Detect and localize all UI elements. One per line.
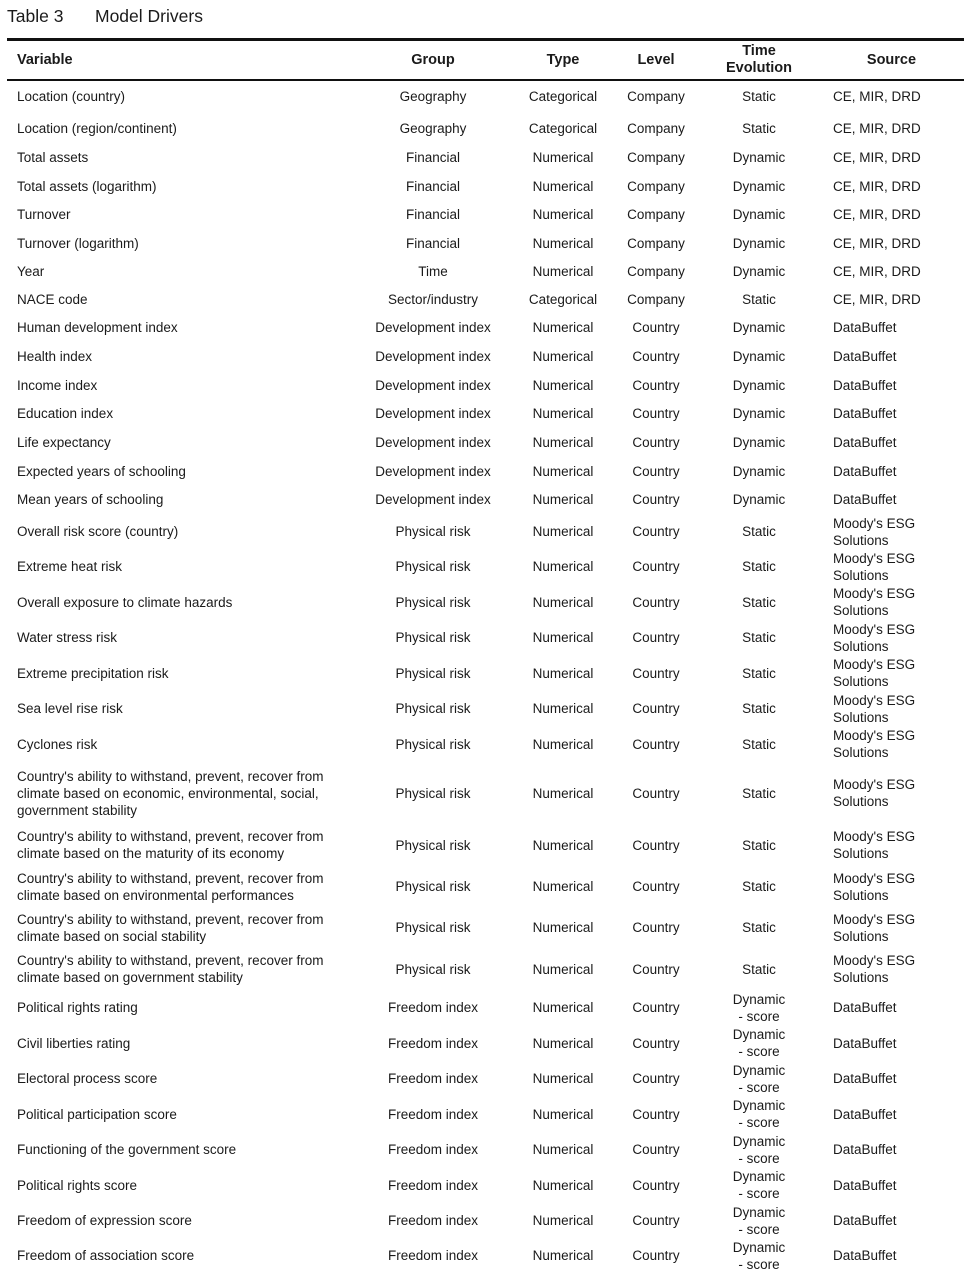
table-row	[7, 114, 964, 143]
cell-variable: Overall risk score (country)	[17, 524, 179, 539]
table-row	[7, 143, 964, 172]
cell-time-evolution: Dynamic	[732, 235, 786, 251]
cell-variable: Education index	[17, 406, 114, 421]
table-row	[7, 342, 964, 371]
cell-level: Country	[632, 349, 680, 364]
model-drivers-table	[7, 41, 964, 1273]
cell-variable: Mean years of schooling	[17, 492, 164, 507]
cell-group: Development index	[375, 435, 491, 450]
cell-level: Country	[632, 406, 680, 421]
cell-source: DataBuffet	[833, 435, 897, 450]
cell-level: Country	[632, 879, 680, 894]
table-row	[7, 79, 964, 114]
cell-group: Freedom index	[387, 1142, 479, 1157]
cell-variable: Country's ability to withstand, prevent, recover from climate based on government stability	[17, 953, 324, 985]
table-row	[7, 428, 964, 457]
cell-time-evolution: Dynamic	[732, 320, 786, 335]
cell-variable: Total assets	[17, 150, 89, 165]
cell-type: Categorical	[528, 89, 598, 104]
cell-source: CE, MIR, DRD	[833, 178, 921, 194]
header-group: Group	[411, 51, 455, 68]
table-row	[7, 200, 964, 229]
cell-type: Numerical	[532, 406, 594, 421]
cell-source: DataBuffet	[833, 1177, 897, 1193]
cell-variable: Country's ability to withstand, prevent, recover from climate based on environmental performances	[17, 870, 324, 903]
cell-type: Numerical	[532, 263, 594, 279]
cell-level: Company	[627, 263, 685, 279]
cell-source: CE, MIR, DRD	[833, 207, 921, 222]
cell-variable: Country's ability to withstand, prevent, recover from climate based on social stability	[17, 911, 324, 944]
table-row	[7, 485, 964, 514]
cell-time-evolution: Static	[742, 785, 776, 801]
cell-time-evolution: Dynamic	[732, 178, 786, 194]
table-row	[7, 285, 964, 313]
cell-type: Numerical	[532, 559, 594, 574]
cell-type: Numerical	[532, 961, 594, 977]
table-header	[7, 41, 964, 79]
cell-time-evolution: Static	[742, 665, 776, 681]
cell-group: Physical risk	[395, 559, 471, 574]
cell-group: Freedom index	[387, 1000, 479, 1015]
cell-source: Moody's ESG Solutions	[833, 728, 916, 760]
cell-time-evolution: Static	[742, 837, 776, 853]
cell-variable: Overall exposure to climate hazards	[17, 594, 233, 610]
cell-time-evolution: Static	[742, 961, 776, 977]
cell-type: Numerical	[532, 594, 594, 610]
cell-time-evolution: Dynamic	[732, 406, 786, 421]
cell-level: Country	[632, 701, 680, 716]
cell-variable: Freedom of expression score	[17, 1213, 192, 1228]
cell-type: Numerical	[532, 150, 594, 165]
cell-variable: Location (country)	[17, 89, 126, 104]
cell-type: Numerical	[532, 1177, 594, 1193]
cell-source: CE, MIR, DRD	[833, 89, 921, 104]
cell-level: Country	[632, 630, 680, 645]
cell-time-evolution: Static	[742, 89, 776, 104]
cell-source: DataBuffet	[833, 1106, 897, 1122]
header-variable: Variable	[17, 51, 73, 68]
cell-time-evolution: Static	[742, 594, 776, 610]
cell-time-evolution: Dynamic - score	[732, 1239, 786, 1272]
table-row	[7, 907, 964, 948]
cell-group: Financial	[405, 178, 461, 194]
table-row	[7, 1132, 964, 1167]
cell-source: Moody's ESG Solutions	[833, 586, 916, 618]
cell-type: Numerical	[532, 524, 594, 539]
cell-level: Country	[632, 920, 680, 935]
cell-variable: Income index	[17, 377, 98, 393]
table-row	[7, 691, 964, 726]
cell-source: CE, MIR, DRD	[833, 150, 921, 165]
cell-type: Categorical	[528, 291, 598, 307]
cell-level: Company	[627, 235, 685, 251]
cell-variable: Expected years of schooling	[17, 463, 186, 479]
header-level: Level	[637, 51, 675, 68]
cell-type: Numerical	[532, 785, 594, 801]
cell-group: Financial	[405, 207, 461, 222]
cell-source: Moody's ESG Solutions	[833, 515, 916, 548]
table-row	[7, 620, 964, 655]
table-row	[7, 1167, 964, 1203]
cell-variable: NACE code	[17, 291, 88, 307]
cell-source: DataBuffet	[833, 377, 897, 393]
table-row	[7, 1096, 964, 1132]
cell-type: Numerical	[532, 235, 594, 251]
cell-time-evolution: Dynamic	[732, 150, 786, 165]
cell-group: Physical risk	[395, 961, 471, 977]
cell-group: Physical risk	[395, 736, 471, 752]
cell-variable: Turnover (logarithm)	[17, 235, 139, 251]
cell-source: Moody's ESG Solutions	[833, 870, 916, 903]
header-row	[7, 41, 964, 79]
cell-level: Company	[627, 178, 685, 194]
cell-source: DataBuffet	[833, 1071, 897, 1086]
cell-level: Company	[627, 207, 685, 222]
cell-group: Freedom index	[387, 1035, 479, 1051]
cell-source: Moody's ESG Solutions	[833, 953, 916, 985]
cell-time-evolution: Static	[742, 736, 776, 752]
cell-group: Physical risk	[395, 594, 471, 610]
cell-level: Country	[632, 1106, 680, 1122]
cell-group: Development index	[375, 492, 491, 507]
cell-source: Moody's ESG Solutions	[833, 657, 916, 689]
table-row	[7, 1061, 964, 1096]
cell-source: DataBuffet	[833, 1000, 897, 1015]
cell-variable: Political participation score	[17, 1106, 177, 1122]
cell-group: Physical risk	[395, 879, 471, 894]
cell-level: Country	[632, 463, 680, 479]
cell-type: Numerical	[532, 435, 594, 450]
cell-time-evolution: Dynamic - score	[732, 1062, 786, 1095]
table-row	[7, 584, 964, 620]
cell-variable: Turnover	[17, 207, 71, 222]
cell-type: Numerical	[532, 920, 594, 935]
cell-type: Numerical	[532, 178, 594, 194]
cell-time-evolution: Dynamic	[732, 435, 786, 450]
cell-type: Numerical	[532, 320, 594, 335]
cell-level: Country	[632, 1035, 680, 1051]
cell-group: Development index	[375, 320, 491, 335]
cell-variable: Human development index	[17, 320, 178, 335]
cell-level: Country	[632, 559, 680, 574]
cell-group: Development index	[375, 349, 491, 364]
cell-variable: Country's ability to withstand, prevent, recover from climate based on the maturity of its economy	[17, 829, 324, 861]
cell-group: Sector/industry	[387, 291, 479, 307]
header-source: Source	[866, 51, 917, 68]
table-row	[7, 229, 964, 257]
cell-variable: Country's ability to withstand, prevent, recover from climate based on economic, environmental, social, government stability	[17, 768, 324, 818]
cell-group: Physical risk	[395, 920, 471, 935]
cell-variable: Political rights score	[17, 1177, 138, 1193]
cell-level: Country	[632, 961, 680, 977]
table-row	[7, 457, 964, 485]
cell-source: CE, MIR, DRD	[833, 291, 921, 307]
table-row	[7, 990, 964, 1025]
cell-group: Financial	[405, 150, 461, 165]
cell-level: Country	[632, 665, 680, 681]
cell-group: Freedom index	[387, 1071, 479, 1086]
cell-time-evolution: Dynamic	[732, 207, 786, 222]
cell-time-evolution: Dynamic	[732, 463, 786, 479]
cell-variable: Freedom of association score	[17, 1248, 195, 1263]
table-row	[7, 514, 964, 549]
cell-type: Numerical	[532, 463, 594, 479]
cell-type: Numerical	[532, 665, 594, 681]
cell-type: Numerical	[532, 736, 594, 752]
cell-time-evolution: Static	[742, 524, 776, 539]
cell-group: Physical risk	[395, 785, 471, 801]
cell-time-evolution: Static	[742, 701, 776, 716]
cell-source: Moody's ESG Solutions	[833, 911, 916, 944]
cell-source: DataBuffet	[833, 406, 897, 421]
cell-type: Numerical	[532, 879, 594, 894]
cell-source: DataBuffet	[833, 463, 897, 479]
table-row	[7, 172, 964, 200]
cell-type: Numerical	[532, 349, 594, 364]
table-row	[7, 762, 964, 824]
cell-level: Country	[632, 594, 680, 610]
table-row	[7, 1203, 964, 1238]
cell-type: Numerical	[532, 377, 594, 393]
cell-type: Numerical	[532, 1248, 594, 1263]
table-row	[7, 257, 964, 285]
cell-type: Numerical	[532, 1106, 594, 1122]
cell-type: Categorical	[528, 121, 598, 136]
cell-time-evolution: Static	[742, 920, 776, 935]
cell-variable: Water stress risk	[17, 630, 118, 645]
cell-group: Development index	[375, 463, 491, 479]
cell-time-evolution: Dynamic - score	[732, 1027, 786, 1059]
table-row	[7, 399, 964, 428]
cell-level: Country	[632, 1248, 680, 1263]
cell-type: Numerical	[532, 1213, 594, 1228]
cell-level: Country	[632, 837, 680, 853]
cell-source: DataBuffet	[833, 1248, 897, 1263]
cell-source: Moody's ESG Solutions	[833, 550, 916, 583]
header-time-evolution-line2: Evolution	[725, 60, 793, 76]
table-row	[7, 1238, 964, 1273]
cell-time-evolution: Dynamic - score	[732, 1204, 786, 1237]
cell-source: Moody's ESG Solutions	[833, 829, 916, 861]
cell-time-evolution: Dynamic	[732, 263, 786, 279]
table-row	[7, 1025, 964, 1061]
cell-level: Country	[632, 1000, 680, 1015]
cell-variable: Cyclones risk	[17, 736, 98, 752]
cell-time-evolution: Static	[742, 291, 776, 307]
cell-source: Moody's ESG Solutions	[833, 621, 916, 654]
cell-group: Physical risk	[395, 837, 471, 853]
table-row	[7, 866, 964, 907]
table-title: Model Drivers	[95, 6, 203, 26]
cell-type: Numerical	[532, 837, 594, 853]
cell-group: Development index	[375, 406, 491, 421]
cell-time-evolution: Dynamic - score	[732, 991, 786, 1024]
cell-level: Country	[632, 377, 680, 393]
cell-time-evolution: Dynamic - score	[732, 1098, 786, 1130]
cell-time-evolution: Dynamic - score	[732, 1133, 786, 1166]
cell-time-evolution: Static	[742, 630, 776, 645]
cell-type: Numerical	[532, 1071, 594, 1086]
header-time-evolution-line1: Time	[742, 43, 776, 59]
cell-group: Physical risk	[395, 524, 471, 539]
cell-variable: Political rights rating	[17, 1000, 138, 1015]
cell-variable: Sea level rise risk	[17, 701, 123, 716]
table-row	[7, 824, 964, 866]
table-row	[7, 948, 964, 990]
header-type: Type	[546, 51, 580, 68]
cell-variable: Year	[17, 263, 45, 279]
cell-group: Geography	[399, 89, 467, 104]
cell-level: Country	[632, 736, 680, 752]
cell-source: DataBuffet	[833, 1035, 897, 1051]
cell-level: Country	[632, 492, 680, 507]
cell-group: Physical risk	[395, 665, 471, 681]
cell-time-evolution: Static	[742, 879, 776, 894]
cell-group: Freedom index	[387, 1177, 479, 1193]
cell-variable: Extreme heat risk	[17, 559, 123, 574]
cell-variable: Total assets (logarithm)	[17, 178, 157, 194]
cell-source: DataBuffet	[833, 349, 897, 364]
cell-source: Moody's ESG Solutions	[833, 777, 916, 809]
cell-level: Country	[632, 1177, 680, 1193]
cell-level: Company	[627, 150, 685, 165]
cell-type: Numerical	[532, 1000, 594, 1015]
cell-time-evolution: Dynamic	[732, 492, 786, 507]
cell-source: CE, MIR, DRD	[833, 235, 921, 251]
cell-source: CE, MIR, DRD	[833, 263, 921, 279]
cell-group: Physical risk	[395, 701, 471, 716]
cell-group: Development index	[375, 377, 491, 393]
cell-level: Country	[632, 320, 680, 335]
table-number: Table 3	[7, 6, 64, 26]
cell-variable: Life expectancy	[17, 435, 111, 450]
cell-type: Numerical	[532, 701, 594, 716]
cell-source: CE, MIR, DRD	[833, 121, 921, 136]
table-row	[7, 726, 964, 762]
cell-group: Financial	[405, 235, 461, 251]
cell-level: Country	[632, 524, 680, 539]
cell-time-evolution: Dynamic - score	[732, 1169, 786, 1201]
cell-level: Company	[627, 89, 685, 104]
table-row	[7, 371, 964, 399]
cell-type: Numerical	[532, 207, 594, 222]
cell-variable: Civil liberties rating	[17, 1035, 131, 1051]
cell-source: DataBuffet	[833, 492, 897, 507]
cell-type: Numerical	[532, 1035, 594, 1051]
cell-time-evolution: Static	[742, 559, 776, 574]
cell-group: Physical risk	[395, 630, 471, 645]
cell-level: Country	[632, 1071, 680, 1086]
cell-variable: Functioning of the government score	[17, 1142, 237, 1157]
cell-level: Country	[632, 1213, 680, 1228]
cell-group: Geography	[399, 121, 467, 136]
cell-type: Numerical	[532, 492, 594, 507]
cell-type: Numerical	[532, 1142, 594, 1157]
table-body	[7, 79, 964, 1273]
cell-source: Moody's ESG Solutions	[833, 692, 916, 725]
cell-group: Time	[418, 263, 448, 279]
cell-level: Country	[632, 1142, 680, 1157]
table-row	[7, 313, 964, 342]
table-row	[7, 549, 964, 584]
cell-time-evolution: Dynamic	[732, 349, 786, 364]
cell-source: DataBuffet	[833, 320, 897, 335]
cell-level: Country	[632, 785, 680, 801]
cell-level: Company	[627, 121, 685, 136]
cell-group: Freedom index	[387, 1248, 479, 1263]
cell-type: Numerical	[532, 630, 594, 645]
cell-variable: Location (region/continent)	[17, 121, 177, 136]
cell-group: Freedom index	[387, 1213, 479, 1228]
header-time-evolution	[699, 41, 819, 79]
cell-variable: Extreme precipitation risk	[17, 665, 169, 681]
table-row	[7, 655, 964, 691]
cell-group: Freedom index	[387, 1106, 479, 1122]
cell-variable: Health index	[17, 349, 93, 364]
cell-source: DataBuffet	[833, 1213, 897, 1228]
cell-time-evolution: Dynamic	[732, 377, 786, 393]
cell-level: Country	[632, 435, 680, 450]
table-caption	[7, 5, 203, 27]
cell-variable: Electoral process score	[17, 1071, 158, 1086]
cell-source: DataBuffet	[833, 1142, 897, 1157]
cell-time-evolution: Static	[742, 121, 776, 136]
cell-level: Company	[627, 291, 685, 307]
